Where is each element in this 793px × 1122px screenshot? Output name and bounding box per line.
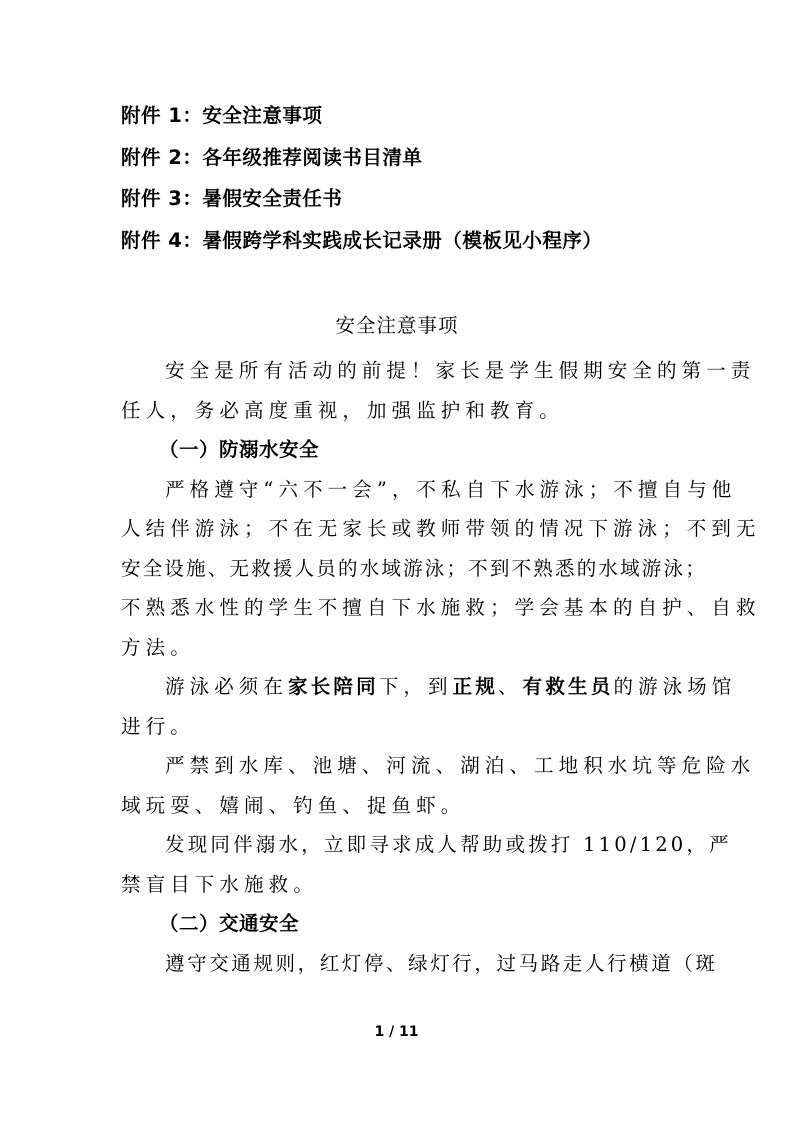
- attachment-title: 暑假安全责任书: [202, 187, 343, 210]
- attachment-item: [121, 185, 681, 227]
- intro-paragraph: [121, 351, 756, 430]
- attachment-item: [121, 227, 681, 269]
- attachment-list: [121, 102, 681, 268]
- attachment-title: 各年级推荐阅读书目清单: [202, 145, 423, 169]
- attachment-title: 暑假跨学科实践成长记录册（模板见小程序）: [202, 228, 603, 252]
- paragraph: [121, 746, 756, 825]
- attachment-label: 附件 3：: [121, 187, 203, 210]
- text-line: [121, 667, 737, 707]
- text-run: 、: [498, 675, 523, 698]
- paragraph: [121, 944, 718, 984]
- attachment-item: [121, 144, 681, 186]
- text-run: 下，到: [378, 675, 453, 698]
- attachment-label: 附件 1：: [121, 104, 203, 127]
- paragraph: [121, 825, 732, 904]
- text-run: 的游泳场馆: [613, 675, 737, 698]
- text-line: 安全设施、无救援人员的水域游泳；不到不熟悉的水域游泳；: [121, 556, 707, 580]
- text-line: 遵守交通规则，红灯停、绿灯行，过马路走人行横道（斑: [165, 951, 718, 975]
- page-number: 1 / 11: [374, 1024, 419, 1040]
- text-line: 发现同伴溺水，立即寻求成人帮助或拨打 110/120，严: [165, 833, 732, 856]
- section-body: [121, 351, 761, 983]
- text-line: 严禁到水库、池塘、河流、湖泊、工地积水坑等危险水: [165, 754, 756, 777]
- emphasis-text: 正规: [452, 675, 499, 698]
- attachment-label: 附件 2：: [121, 145, 203, 169]
- text-line: 安全是所有活动的前提！家长是学生假期安全的第一责: [165, 359, 756, 382]
- text-line: 不熟悉水性的学生不擅自下水施救；学会基本的自护、自救: [121, 596, 761, 619]
- text-line: 禁盲目下水施救。: [121, 872, 318, 896]
- paragraph: [121, 470, 761, 668]
- emphasis-text: 有救生员: [522, 675, 614, 698]
- attachment-item: [121, 102, 681, 144]
- emphasis-text: 家长陪同: [288, 675, 379, 698]
- attachment-title: 安全注意事项: [202, 104, 323, 127]
- text-line: 人结伴游泳；不在无家长或教师带领的情况下游泳；不到无: [121, 517, 761, 540]
- text-line: 进行。: [121, 714, 195, 738]
- section-title: 安全注意事项: [335, 314, 459, 337]
- text-line: 域玩耍、嬉闹、钓鱼、捉鱼虾。: [121, 793, 466, 817]
- attachment-label: 附件 4：: [121, 228, 203, 252]
- text-run: 游泳必须在: [165, 675, 289, 698]
- text-line: 严格遵守“六不一会”，不私自下水游泳；不擅自与他: [165, 477, 737, 501]
- subsection-heading: （一）防溺水安全: [159, 438, 320, 461]
- text-line: 任人，务必高度重视，加强监护和教育。: [121, 398, 564, 422]
- text-line: 方法。: [121, 635, 195, 659]
- paragraph: [121, 667, 737, 746]
- subsection-heading: （二）交通安全: [159, 912, 300, 935]
